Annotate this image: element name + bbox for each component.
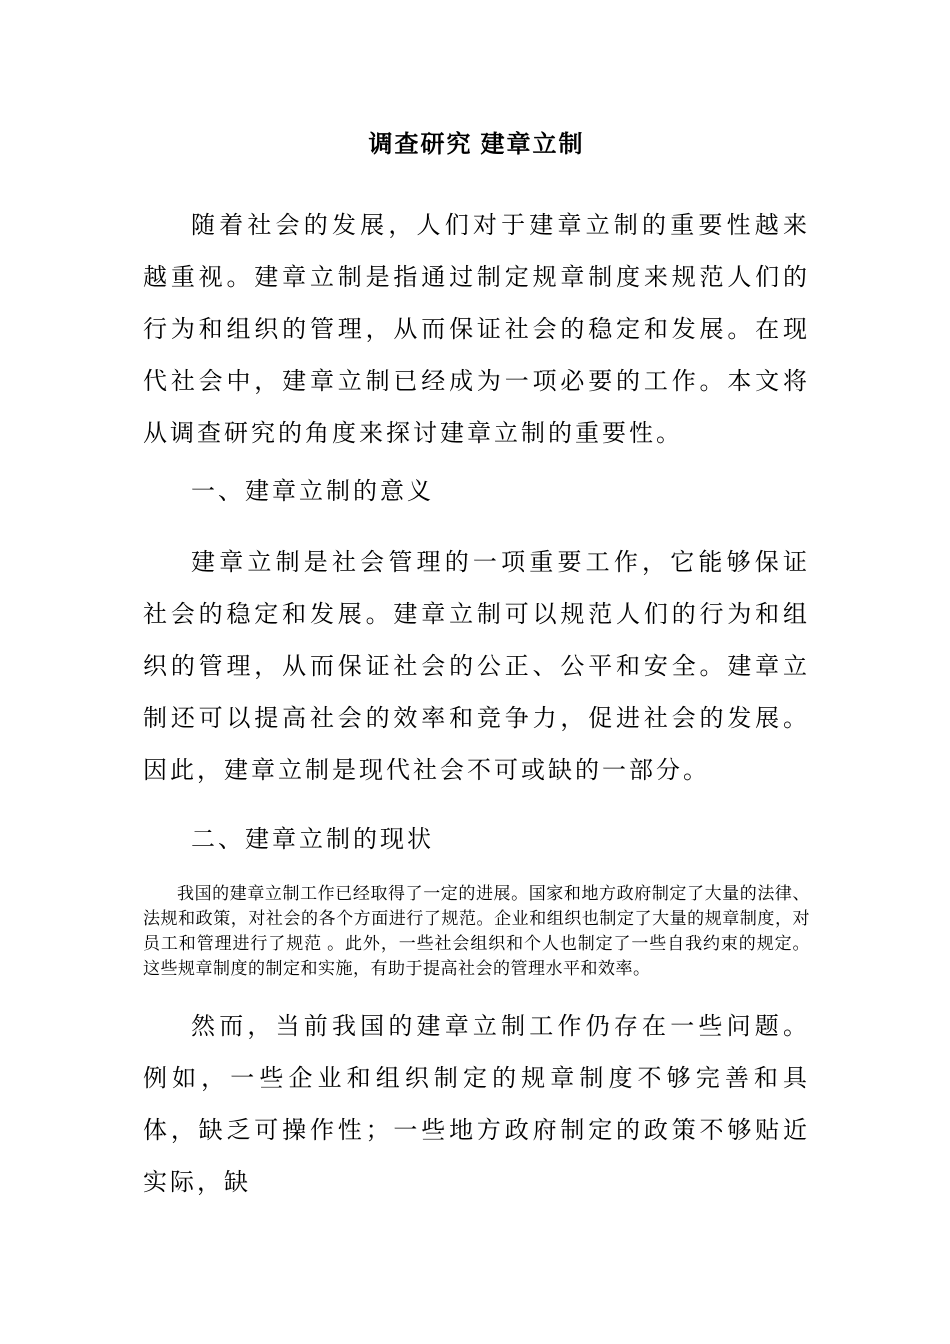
paragraph-problems: 然而，当前我国的建章立制工作仍存在一些问题。例如，一些企业和组织制定的规章制度不够完善和具体，缺乏可操作性；一些地方政府制定的政策不够贴近实际，缺 [143,1014,810,1196]
section-heading-meaning: 一、建章立制的意义 [191,479,434,505]
paragraph-status-small: 我国的建章立制工作已经取得了一定的进展。国家和地方政府制定了大量的法律、法规和政策，对社会的各个方面进行了规范。企业和组织也制定了大量的规章制度，对员工和管理进行了规范 。此外，一些社会组织和个人也制定了一些自我约束的规定。这些规章制度的制定和实施，有助于提高社会的管理水平和效率。 [143,884,810,978]
paragraph-intro: 随着社会的发展，人们对于建章立制的重要性越来越重视。建章立制是指通过制定规章制度来规范人们的行为和组织的管理，从而保证社会的稳定和发展。在现代社会中，建章立制已经成为一项必要的工作。本文将从调查研究的角度来探讨建章立制的重要性。 [143,213,810,447]
section-heading-status: 二、建章立制的现状 [191,827,434,853]
document-title: 调查研究 建章立制 [368,132,585,158]
paragraph-meaning: 建章立制是社会管理的一项重要工作，它能够保证社会的稳定和发展。建章立制可以规范人们的行为和组织的管理，从而保证社会的公正、公平和安全。建章立制还可以提高社会的效率和竞争力，促进社会的发展。因此，建章立制是现代社会不可或缺的一部分。 [143,550,810,784]
